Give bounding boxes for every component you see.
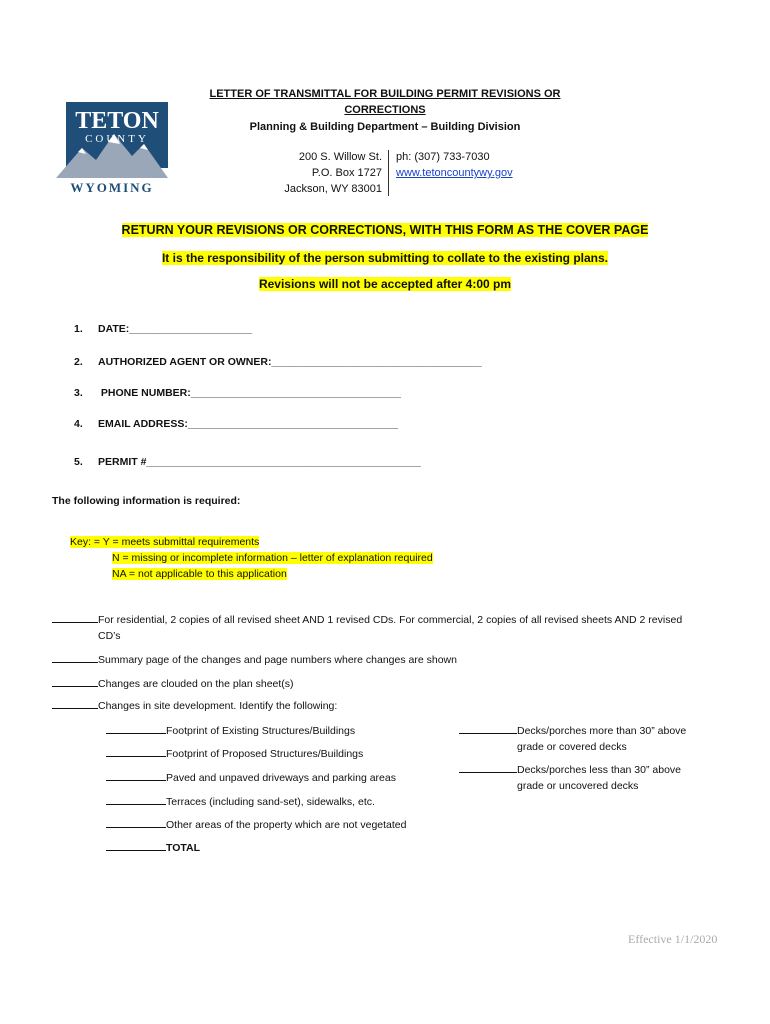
site-item-text: TOTAL bbox=[166, 842, 201, 854]
title-line-1: LETTER OF TRANSMITTAL FOR BUILDING PERMIT REVISIONS OR bbox=[209, 88, 561, 100]
checklist-text-cont: CD’s bbox=[98, 630, 121, 642]
site-item-text-cont: grade or covered decks bbox=[517, 741, 627, 753]
date-field[interactable] bbox=[74, 323, 252, 335]
logo-graphic bbox=[52, 98, 172, 198]
field-number: 5. bbox=[74, 456, 83, 468]
check-blank[interactable] bbox=[52, 686, 98, 687]
site-item-text: Decks/porches less than 30” above bbox=[517, 764, 682, 776]
site-item-driveways bbox=[106, 770, 396, 786]
website-link[interactable]: www.tetoncountywy.gov bbox=[396, 167, 513, 179]
collate-notice bbox=[0, 251, 770, 265]
checklist-item-clouded bbox=[52, 676, 294, 692]
site-item-text-cont: grade or uncovered decks bbox=[517, 780, 639, 792]
check-blank[interactable] bbox=[52, 708, 98, 709]
checklist-text: For residential, 2 copies of all revised sheet AND 1 revised CDs. For commercial, 2 copies of all revised sheets AND 2 revised bbox=[98, 614, 683, 626]
address-divider bbox=[388, 150, 389, 196]
check-blank[interactable] bbox=[106, 756, 166, 757]
phone-number: ph: (307) 733-7030 bbox=[396, 151, 490, 163]
permit-field[interactable] bbox=[74, 456, 421, 468]
key-line-no: N = missing or incomplete information – letter of explanation required bbox=[112, 552, 433, 564]
email-field[interactable] bbox=[74, 418, 398, 430]
return-notice bbox=[0, 223, 770, 237]
address-po-box: P.O. Box 1727 bbox=[311, 167, 382, 179]
site-item-text: Footprint of Existing Structures/Buildings bbox=[166, 725, 356, 737]
checklist-text: Summary page of the changes and page numbers where changes are shown bbox=[98, 654, 457, 666]
site-item-decks-high bbox=[459, 723, 719, 755]
logo-wyoming-text: WYOMING bbox=[70, 180, 154, 195]
key-line-yes: Key: = Y = meets submittal requirements bbox=[70, 536, 260, 548]
site-item-text: Paved and unpaved driveways and parking areas bbox=[166, 772, 396, 784]
checklist-text: Changes in site development. Identify the following: bbox=[98, 700, 338, 712]
field-label: PHONE NUMBER:____________________________________ bbox=[98, 387, 401, 399]
title-line-2: CORRECTIONS bbox=[344, 104, 426, 116]
return-notice-text: RETURN YOUR REVISIONS OR CORRECTIONS, WITH THIS FORM AS THE COVER PAGE bbox=[121, 223, 649, 237]
page-title bbox=[200, 86, 570, 118]
check-blank[interactable] bbox=[459, 772, 517, 773]
site-item-total bbox=[106, 840, 200, 856]
site-item-other bbox=[106, 817, 406, 833]
address-block bbox=[250, 149, 382, 197]
key-legend bbox=[70, 534, 433, 582]
site-item-text: Footprint of Proposed Structures/Buildings bbox=[166, 748, 364, 760]
field-label: PERMIT #_______________________________________________ bbox=[98, 456, 421, 468]
check-blank[interactable] bbox=[106, 733, 166, 734]
check-blank[interactable] bbox=[52, 662, 98, 663]
field-label: DATE:_____________________ bbox=[98, 323, 252, 335]
site-item-text: Decks/porches more than 30” above bbox=[517, 725, 687, 737]
field-number: 2. bbox=[74, 356, 83, 368]
required-heading: The following information is required: bbox=[52, 495, 241, 507]
address-city: Jackson, WY 83001 bbox=[284, 183, 382, 195]
checklist-item-site bbox=[52, 698, 337, 714]
check-blank[interactable] bbox=[459, 733, 517, 734]
site-item-decks-low bbox=[459, 762, 719, 794]
field-number: 3. bbox=[74, 387, 83, 399]
site-item-proposed bbox=[106, 746, 363, 762]
collate-notice-text: It is the responsibility of the person submitting to collate to the existing plans. bbox=[161, 251, 609, 265]
checklist-text: Changes are clouded on the plan sheet(s) bbox=[98, 678, 294, 690]
checklist-item-summary bbox=[52, 652, 457, 668]
checklist-item-copies bbox=[52, 612, 732, 644]
check-blank[interactable] bbox=[106, 850, 166, 851]
check-blank[interactable] bbox=[106, 780, 166, 781]
site-item-existing bbox=[106, 723, 355, 739]
field-number: 4. bbox=[74, 418, 83, 430]
deadline-notice-text: Revisions will not be accepted after 4:00 pm bbox=[258, 277, 512, 291]
teton-county-logo bbox=[52, 98, 172, 198]
field-number: 1. bbox=[74, 323, 83, 335]
field-label: EMAIL ADDRESS:____________________________________ bbox=[98, 418, 399, 430]
field-label: AUTHORIZED AGENT OR OWNER:____________________________________ bbox=[98, 356, 482, 368]
effective-date: Effective 1/1/2020 bbox=[628, 932, 718, 946]
phone-field[interactable] bbox=[74, 387, 401, 399]
address-street: 200 S. Willow St. bbox=[298, 151, 382, 163]
contact-block bbox=[396, 149, 513, 181]
site-item-text: Other areas of the property which are not vegetated bbox=[166, 819, 407, 831]
logo-county-text: COUNTY bbox=[85, 133, 149, 145]
check-blank[interactable] bbox=[106, 804, 166, 805]
deadline-notice bbox=[0, 277, 770, 291]
key-line-na: NA = not applicable to this application bbox=[112, 568, 287, 580]
logo-teton-text: TETON bbox=[75, 108, 159, 134]
site-item-terraces bbox=[106, 794, 375, 810]
agent-owner-field[interactable] bbox=[74, 356, 482, 368]
site-item-text: Terraces (including sand-set), sidewalks, etc. bbox=[166, 796, 375, 808]
check-blank[interactable] bbox=[52, 622, 98, 623]
check-blank[interactable] bbox=[106, 827, 166, 828]
page-subtitle: Planning & Building Department – Building Division bbox=[249, 121, 521, 133]
